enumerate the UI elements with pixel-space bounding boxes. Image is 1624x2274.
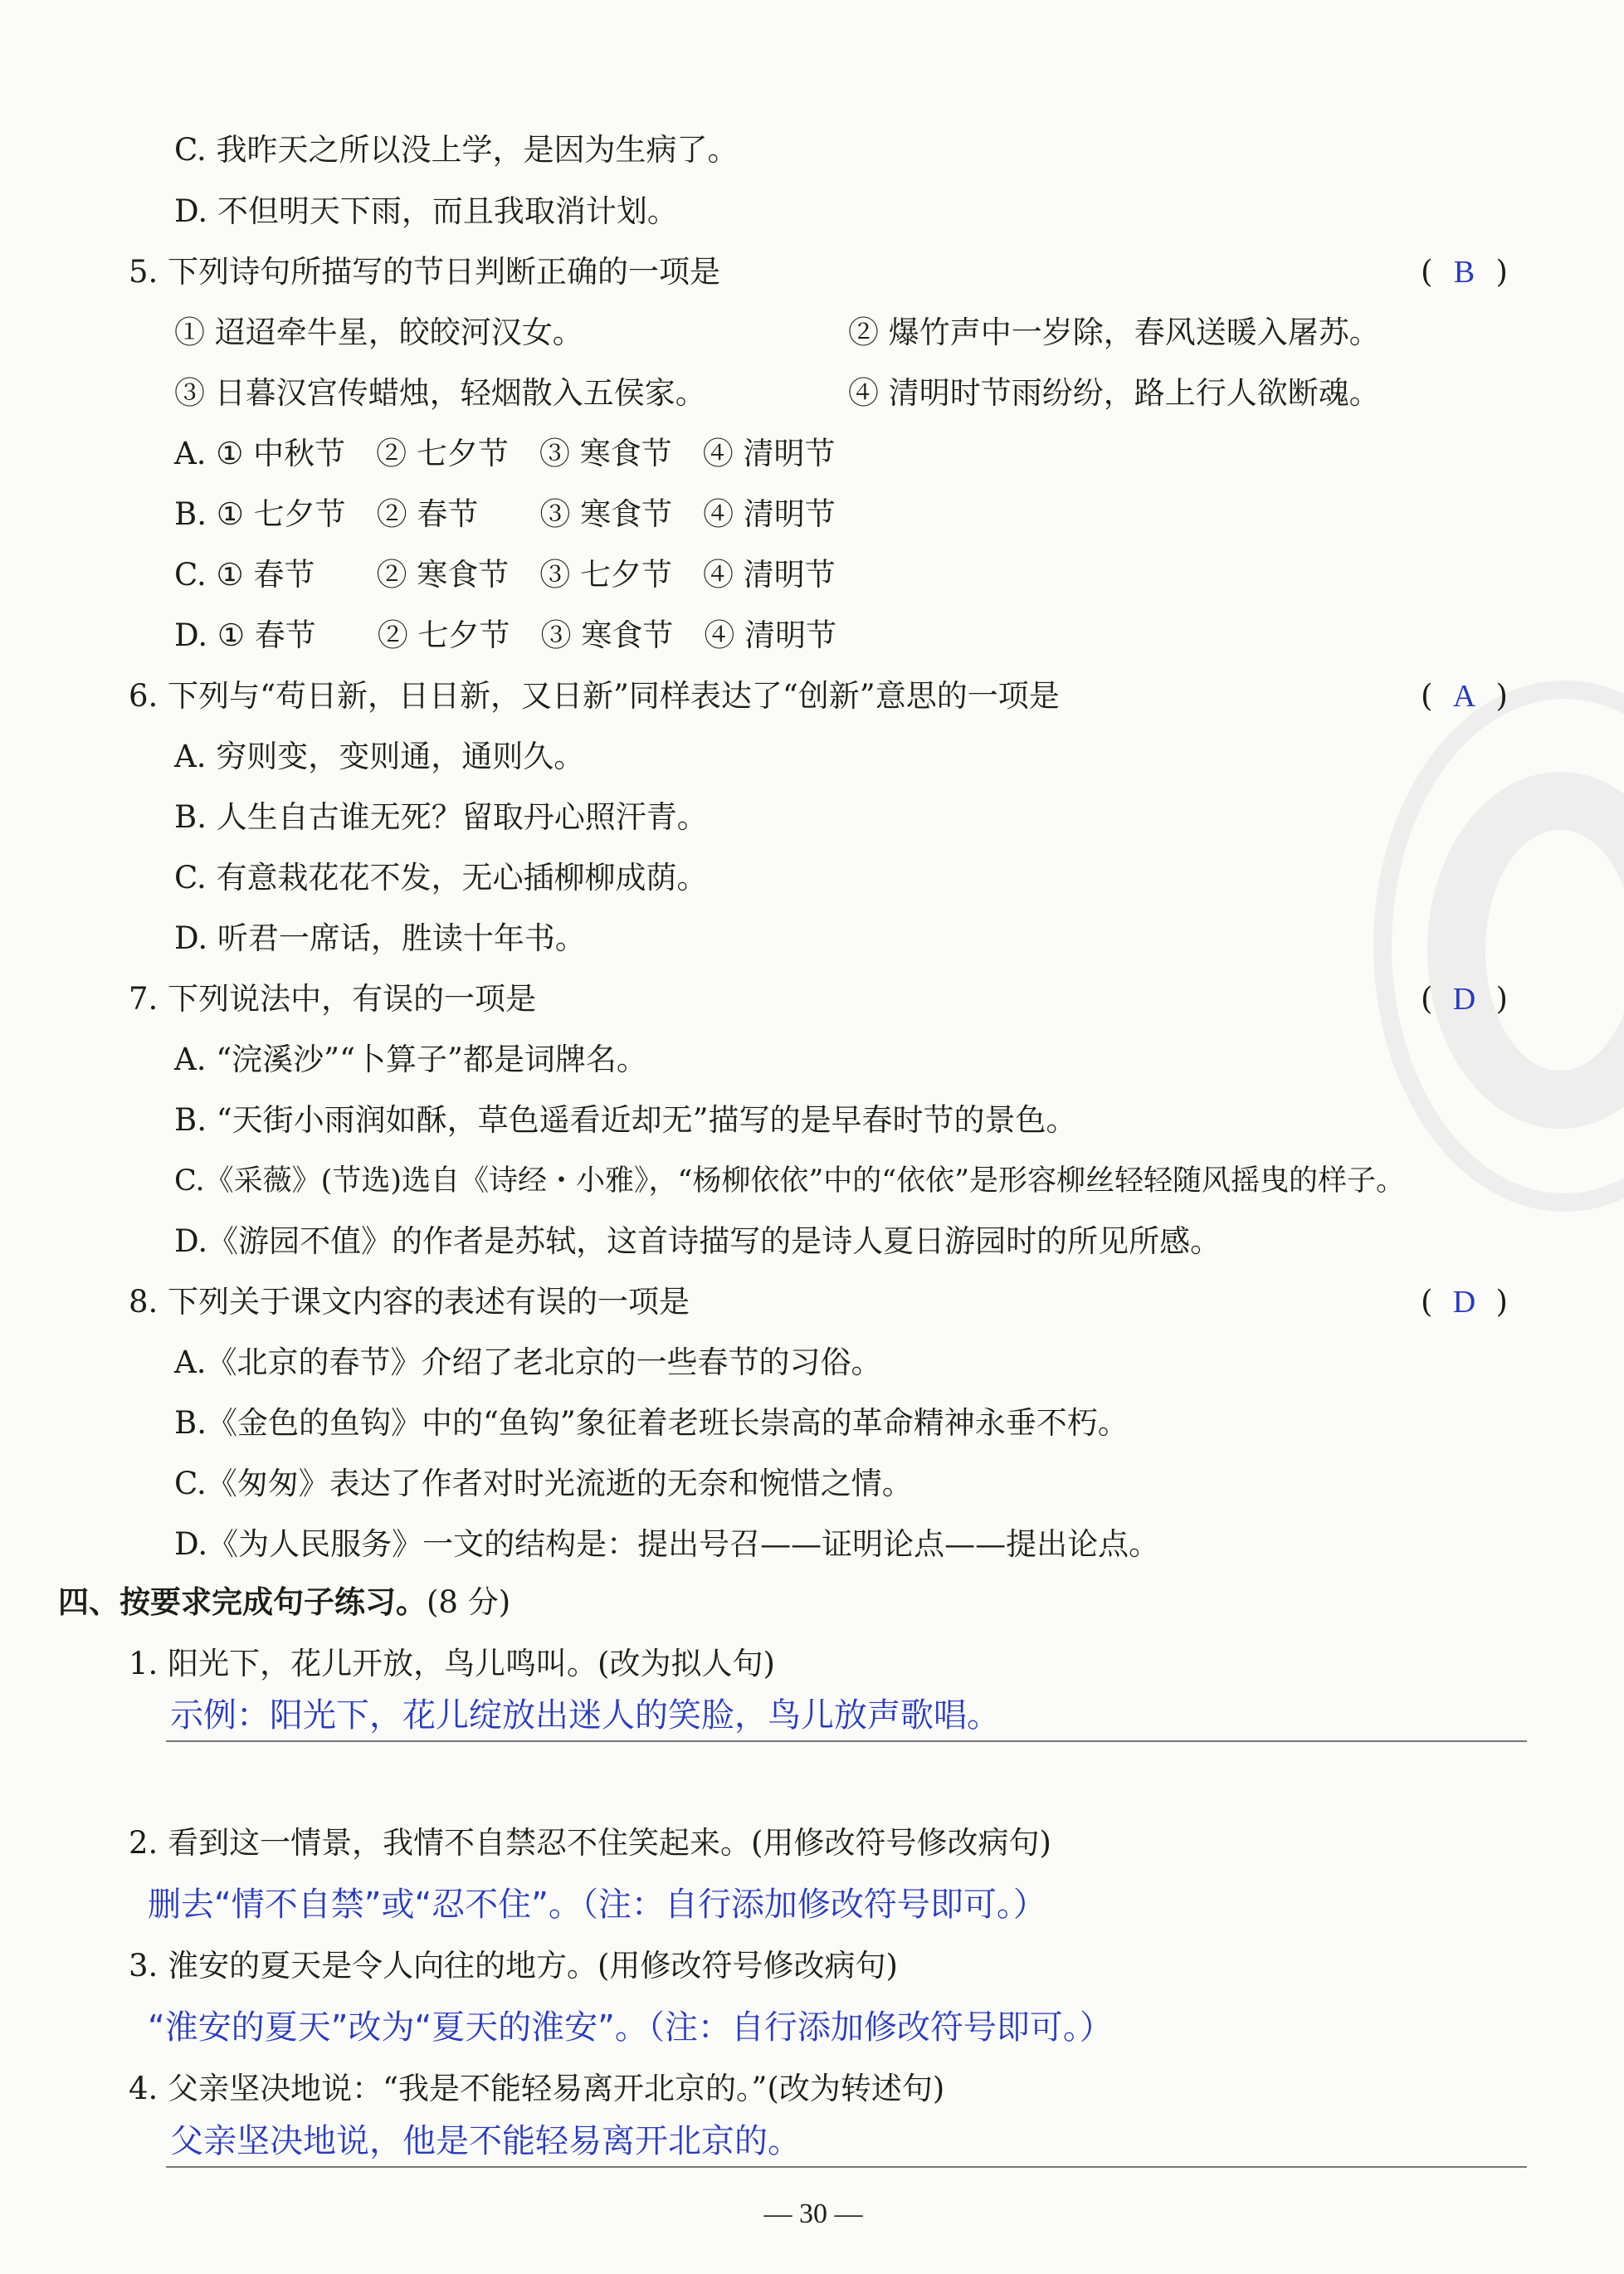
- q5-answer: B: [1453, 255, 1475, 290]
- q5-answer-bracket: ( B ): [1421, 254, 1508, 290]
- q7-option-c: C.《采薇》(节选)选自《诗经・小雅》，“杨柳依依”中的“依依”是形容柳丝轻轻随风摇曳的样子。: [174, 1164, 1406, 1198]
- section-4-title: 四、按要求完成句子练习。: [58, 1584, 427, 1620]
- q8-stem: 8. 下列关于课文内容的表述有误的一项是: [129, 1284, 690, 1320]
- q8-answer-bracket: ( D ): [1421, 1284, 1508, 1320]
- s2-prompt: 2. 看到这一情景，我情不自禁忍不住笑起来。(用修改符号修改病句): [129, 1825, 1051, 1861]
- q5-option-a: A. ① 中秋节 ② 七夕节 ③ 寒食节 ④ 清明节: [174, 436, 836, 471]
- q7-answer: D: [1452, 982, 1476, 1017]
- s3-answer: “淮安的夏天”改为“夏天的淮安”。（注：自行添加修改符号即可。）: [148, 2008, 1113, 2047]
- page-number: — 30 —: [763, 2198, 863, 2229]
- s1-answer: 示例：阳光下，花儿绽放出迷人的笑脸，鸟儿放声歌唱。: [170, 1696, 1000, 1735]
- q5-option-d: D. ① 春节 ② 七夕节 ③ 寒食节 ④ 清明节: [174, 617, 837, 653]
- q7-answer-bracket: ( D ): [1421, 981, 1508, 1017]
- q6-answer-bracket: ( A ): [1421, 678, 1508, 714]
- s4-prompt: 4. 父亲坚决地说：“我是不能轻易离开北京的。”(改为转述句): [129, 2071, 945, 2106]
- section-4-score: (8 分): [427, 1584, 511, 1620]
- q7-option-d: D.《游园不值》的作者是苏轼，这首诗描写的是诗人夏日游园时的所见所感。: [174, 1223, 1222, 1259]
- q8-answer: D: [1452, 1285, 1476, 1320]
- q6-option-c: C. 有意栽花花不发，无心插柳柳成荫。: [174, 860, 708, 895]
- s4-answer-line: [166, 2166, 1527, 2168]
- q5-poem-2: ② 爆竹声中一岁除，春风送暖入屠苏。: [848, 315, 1380, 350]
- q4-option-d: D. 不但明天下雨，而且我取消计划。: [174, 193, 678, 229]
- q6-option-d: D. 听君一席话，胜读十年书。: [174, 920, 586, 956]
- q5-option-b: B. ① 七夕节 ② 春节 ③ 寒食节 ④ 清明节: [174, 496, 836, 532]
- q6-stem: 6. 下列与“苟日新，日日新，又日新”同样表达了“创新”意思的一项是: [129, 678, 1060, 714]
- q7-stem: 7. 下列说法中，有误的一项是: [129, 981, 537, 1017]
- q8-option-c: C.《匆匆》表达了作者对时光流逝的无奈和惋惜之情。: [174, 1466, 913, 1501]
- q7-option-a: A. “浣溪沙”“卜算子”都是词牌名。: [174, 1042, 647, 1077]
- s1-answer-line: [166, 1740, 1527, 1742]
- q5-poem-1: ① 迢迢牵牛星，皎皎河汉女。: [174, 315, 583, 350]
- q5-poem-4: ④ 清明时节雨纷纷，路上行人欲断魂。: [848, 375, 1380, 411]
- s4-answer: 父亲坚决地说，他是不能轻易离开北京的。: [170, 2122, 801, 2160]
- q5-poem-3: ③ 日暮汉宫传蜡烛，轻烟散入五侯家。: [174, 375, 706, 411]
- q7-option-b: B. “天街小雨润如酥，草色遥看近却无”描写的是早春时节的景色。: [174, 1102, 1077, 1138]
- s2-answer: 删去“情不自禁”或“忍不住”。（注：自行添加修改符号即可。）: [148, 1886, 1046, 1924]
- q4-option-c: C. 我昨天之所以没上学，是因为生病了。: [174, 132, 739, 168]
- q6-answer: A: [1452, 679, 1476, 714]
- q5-stem: 5. 下列诗句所描写的节日判断正确的一项是: [129, 254, 721, 290]
- s1-prompt: 1. 阳光下，花儿开放，鸟儿鸣叫。(改为拟人句): [129, 1646, 775, 1681]
- s3-prompt: 3. 淮安的夏天是令人向往的地方。(用修改符号修改病句): [129, 1948, 898, 1984]
- q8-option-a: A.《北京的春节》介绍了老北京的一些春节的习俗。: [174, 1344, 882, 1380]
- q8-option-d: D.《为人民服务》一文的结构是：提出号召——证明论点——提出论点。: [174, 1526, 1160, 1562]
- q6-option-b: B. 人生自古谁无死？留取丹心照汗青。: [174, 799, 708, 835]
- q6-option-a: A. 穷则变，变则通，通则久。: [174, 739, 585, 774]
- q5-option-c: C. ① 春节 ② 寒食节 ③ 七夕节 ④ 清明节: [174, 557, 836, 593]
- q8-option-b: B.《金色的鱼钩》中的“鱼钩”象征着老班长崇高的革命精神永垂不朽。: [174, 1405, 1129, 1441]
- section-4-heading: [58, 1584, 510, 1622]
